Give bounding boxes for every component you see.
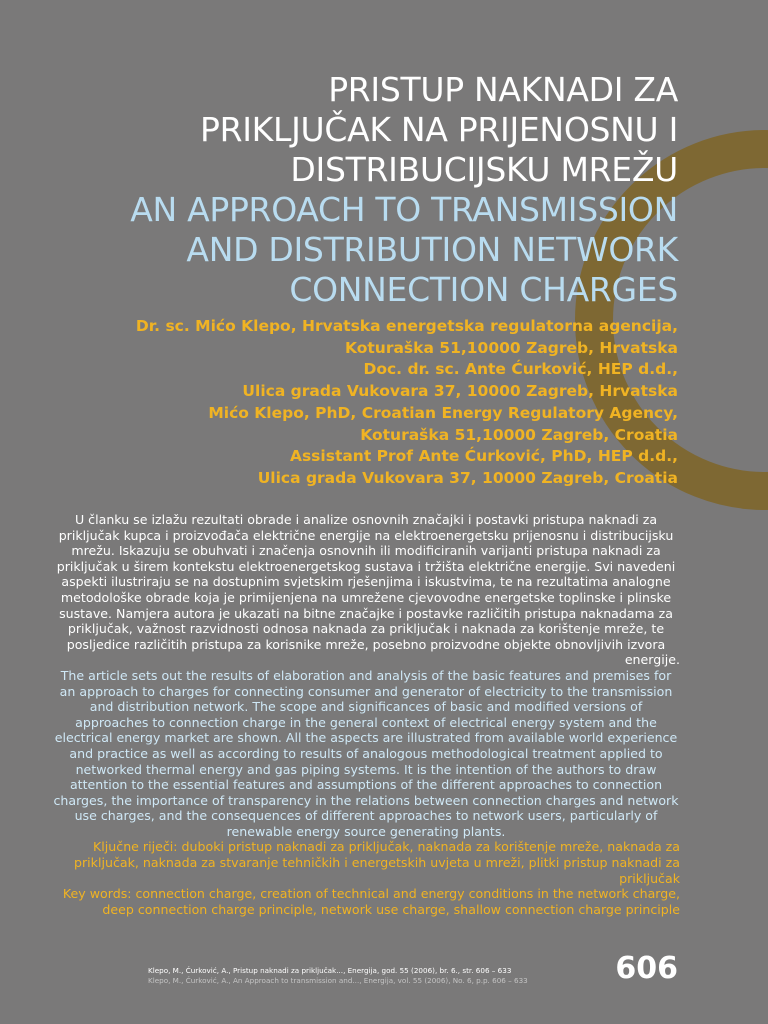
- author-line: Assistant Prof Ante Ćurković, PhD, HEP d.d.,: [289, 447, 678, 466]
- citation-hr: Klepo, M., Ćurković, A., Pristup naknadi za priključak..., Energija, god. 55 (2006), br. 6., str. 606 – 633: [148, 966, 512, 975]
- title-hr-line: PRISTUP NAKNADI ZA: [328, 70, 678, 109]
- citation-en: Klepo, M., Ćurković, A., An Approach to transmission and..., Energija, vol. 55 (2006), No. 6, p.p. 606 – 633: [148, 976, 528, 985]
- author-line: Koturaška 51,10000 Zagreb, Croatia: [360, 425, 678, 444]
- author-affiliations: [136, 316, 678, 490]
- author-line: Ulica grada Vukovara 37, 10000 Zagreb, Hrvatska: [242, 382, 678, 401]
- abstract-english: The article sets out the results of elaboration and analysis of the basic features and premises for an approach to charges for connecting consumer and generator of electricity to the transmission and distribution network. The scope and significances of basic and modified versions of approaches to connection charge in the general context of electrical energy system and the electrical energy market are shown. All the aspects are illustrated from available world experience and practice as well as according to results of analogous methodological treatment applied to networked thermal energy and gas piping systems. It is the intention of the authors to draw attention to the essential features and assumptions of the different approaches to connection charges, the importance of transparency in the relations between connection charges and network use charges, and the consequences of different approaches to network users, particularly of renewable energy source generating plants.: [53, 667, 679, 839]
- article-title: [130, 70, 678, 310]
- keywords-croatian: Ključne riječi: duboki pristup naknadi za priključak, naknada za korištenje mreže, naknada za priključak, naknada za stvaranje tehničkih i energetskih uvjeta u mreži, plitki pristup naknadi za priključak: [74, 839, 680, 886]
- author-line: Koturaška 51,10000 Zagreb, Hrvatska: [344, 338, 678, 357]
- author-line: Doc. dr. sc. Ante Ćurković, HEP d.d.,: [363, 360, 678, 379]
- keywords-english: Key words: connection charge, creation of technical and energy conditions in the network charge, deep connection charge principle, network use charge, shallow connection charge principle: [62, 886, 680, 917]
- author-line: Mićo Klepo, PhD, Croatian Energy Regulatory Agency,: [208, 403, 678, 422]
- abstract-croatian: U članku se izlažu rezultati obrade i analize osnovnih značajki i postavki pristupa naknadi za priključak kupca i proizvođača električne energije na elektroenergetsku prijenosnu i distribucijsku mrežu. Iskazuju se obuhvati i značenja osnovnih ili modificiranih varijanti pristupa naknadi za priključak u širem kontekstu elektroenergetskog sustava i tržišta električne energije. Svi navedeni aspekti ilustriraju se na dostupnim svjetskim rješenjima i iskustvima, te na rezultatima analogne metodološke obrade koja je primijenjena na umrežene cjevovodne energetske toplinske i plinske sustave. Namjera autora je ukazati na bitne značajke i postavke različitih pristupa naknadama za priključak, važnost razvidnosti odnosa naknada za priključak i naknada za korištenje mreže, te posljedice različitih pristupa za korisnike mreže, posebno proizvodne objekte obnovljivih izvora energije.: [56, 512, 680, 668]
- author-line: Dr. sc. Mićo Klepo, Hrvatska energetska regulatorna agencija,: [135, 317, 678, 335]
- title-en-line: AND DISTRIBUTION NETWORK: [186, 230, 678, 269]
- author-line: Ulica grada Vukovara 37, 10000 Zagreb, Croatia: [257, 468, 678, 487]
- page-number: 606: [615, 951, 678, 986]
- title-en-line: AN APPROACH TO TRANSMISSION: [130, 190, 678, 229]
- title-hr-line: DISTRIBUCIJSKU MREŽU: [290, 150, 678, 189]
- abstract-block: [52, 512, 680, 917]
- title-en-line: CONNECTION CHARGES: [289, 270, 678, 309]
- citation-footer: [148, 966, 528, 986]
- title-hr-line: PRIKLJUČAK NA PRIJENOSNU I: [200, 110, 678, 149]
